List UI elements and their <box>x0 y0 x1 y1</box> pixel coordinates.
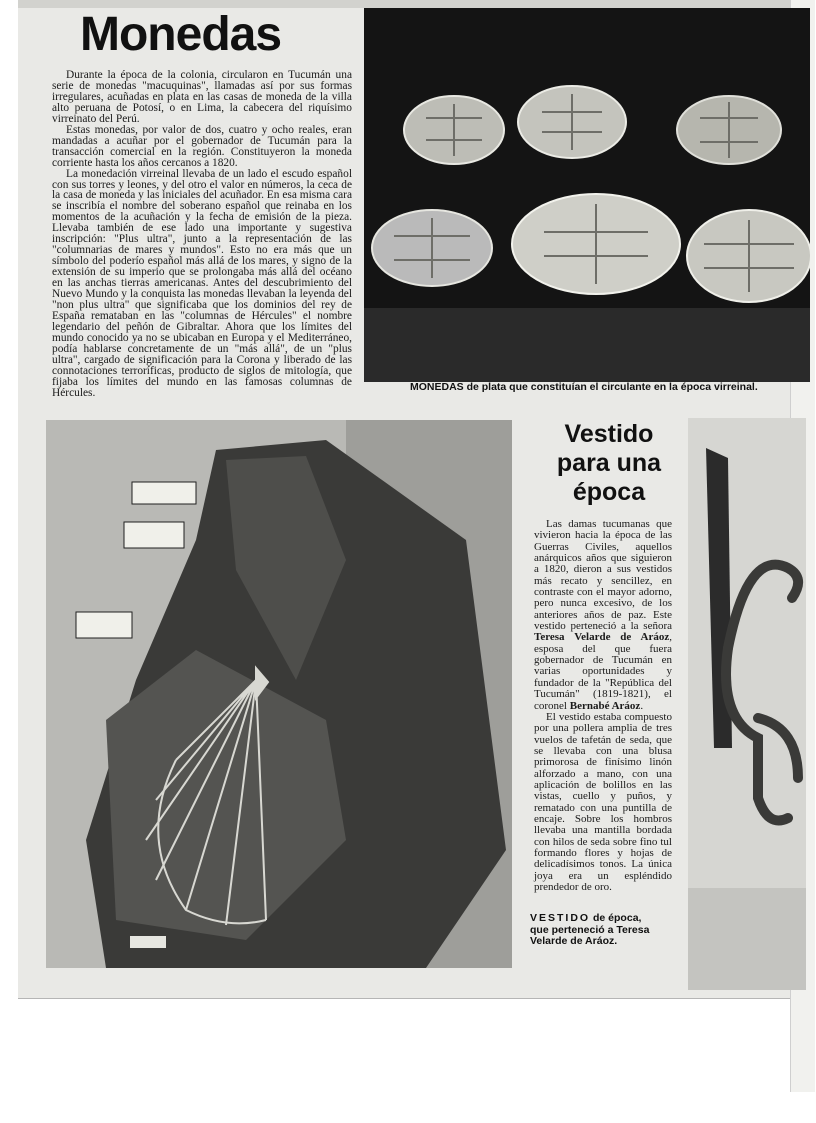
vestido-paragraph-1 <box>534 519 672 712</box>
article-vestido <box>534 519 672 893</box>
dress-illustration <box>46 420 512 968</box>
monedas-paragraph-2: Estas monedas, por valor de dos, cuatro y ocho reales, eran mandadas a acuñar por el gobernador de Tucumán para la transacción comercial en la región. Constituyeron la moneda corriente hasta los años cercanos a 1820. <box>52 123 352 169</box>
caption-vestido-lead: VESTIDO <box>530 912 591 924</box>
object-illustration <box>688 418 806 990</box>
monedas-paragraph-3: La monedación virreinal llevaba de un lado el escudo español con sus torres y leones, y del otro el valor en números, la ceca de la casa de moneda y las iniciales del acuñador. En esa misma cara se inscribía el nombre del soberano español que reinaba en los momentos de la acuñación y la fecha de emisión de la pieza. Llevaba también de ese lado una importante y sugestiva inscripción: "Plus ultra", junto a la representación de las "columnarias de mares y mundos". Esto no era más que un símbolo del poderío español más allá de los mares, y signo de la extensión de su imperio que se prolongaba más allá del océano en las anchas tierras americanas. Antes del descubrimiento del Nuevo Mundo y la conquista las monedas llevaban la leyenda del "non plus ultra" que significaba que los dominios del rey de España remataban en las "columnas de Hércules" el nombre legendario del peñón de Gibraltar. Ahora que los límites del mundo conocido ya no se ubicaban en Europa y el Mediterráneo, podía hablarse concretamente de un "más allá", de un "plus ultra", cargado de significación para la Corona y liberado de las connotaciones terroríficas, producto de siglos de mitología, que fijaba los límites del mundo en las famosas columnas de Hércules. <box>52 167 352 399</box>
coins-illustration <box>364 8 810 382</box>
vestido-paragraph-2: El vestido estaba compuesto por una pollera amplia de tres vuelos de tafetán de seda, que se llevaba con una blusa primorosa de finísimo linón alforzado a mano, con una aplicación de bolillos en las vistas, cuello y puños, y rematado con una puntilla de encaje. Sobre los hombros llevaba una mantilla bordada con hilos de seda sobre fino tul formando flores y hojas de delicadísimos tonos. La única joya era un espléndido prendedor de oro. <box>534 710 672 893</box>
photo-period-dress <box>46 420 512 968</box>
headline-vestido <box>524 420 694 507</box>
caption-vestido <box>530 913 650 948</box>
headline-vestido-line-1: Vestido <box>564 420 654 448</box>
photo-wrought-object <box>688 418 806 990</box>
caption-coins: MONEDAS de plata que constituían el circulante en la época virreinal. <box>410 381 758 393</box>
vestido-p1-text-c: . <box>640 699 644 712</box>
headline-vestido-line-2: para una <box>556 449 662 477</box>
headline-monedas: Monedas <box>80 8 282 61</box>
monedas-paragraph-1: Durante la época de la colonia, circularon en Tucumán una serie de monedas "macuquinas", llamadas así por sus formas irregulares, acuñadas en plata en las casas de moneda de la villa alto peruana de Potosí, o en Lima, la cabecera del riquísimo virreinato del Perú. <box>52 69 352 125</box>
photo-silver-coins <box>364 8 810 382</box>
vestido-name-teresa: Teresa Velarde de Aráoz <box>534 631 670 644</box>
headline-vestido-line-3: época <box>572 478 646 506</box>
caption-vestido-rest: de época, que perteneció a Teresa Velarde de Aráoz. <box>530 912 650 947</box>
vestido-p1-text-a: Las damas tucumanas que vivieron hacia la época de las Guerras Civiles, aquellos anárquicos años que siguieron a 1820, dieron a sus vestidos más recato y sencillez, en contraste con el mayor adorno, pero nunca excesivo, de los anteriores años de paz. Este vestido perteneció a la señora <box>534 518 672 633</box>
article-monedas <box>52 70 352 399</box>
vestido-p1-text-b: , esposa del que fuera gobernador de Tucumán en varias oportunidades y fundador de la "República del Tucumán" (1819-1821), el coronel <box>534 631 672 712</box>
vestido-name-bernabe: Bernabé Aráoz <box>569 699 641 712</box>
